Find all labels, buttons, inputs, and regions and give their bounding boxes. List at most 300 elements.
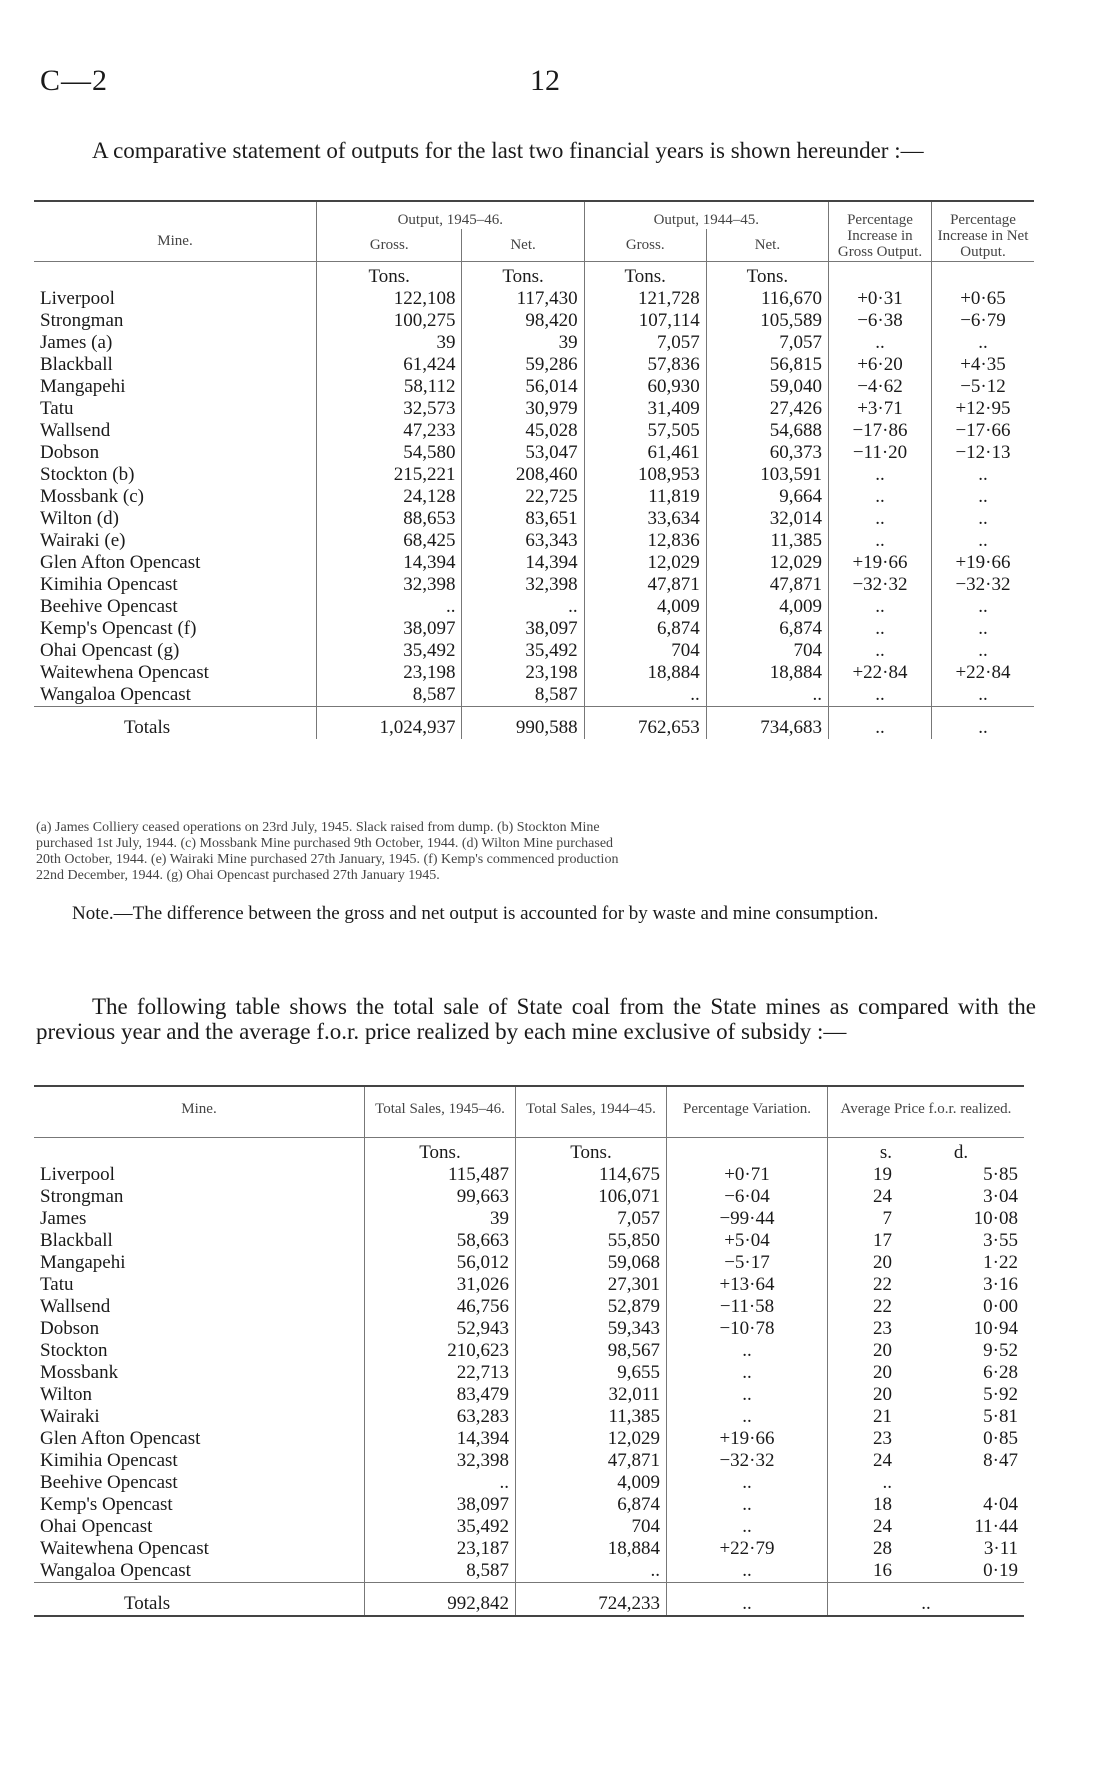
col-pct-variation: Percentage Variation. <box>667 1086 828 1138</box>
pct-gross-cell: +22·84 <box>829 662 932 684</box>
gross-1944-45-cell: 57,836 <box>584 354 706 376</box>
price-pence-cell: 3·04 <box>983 1186 1018 1207</box>
footnote-line: purchased 1st July, 1944. (c) Mossbank Mine purchased 9th October, 1944. (d) Wilton Mine purchased <box>36 836 614 851</box>
gross-1944-45-cell: 61,461 <box>584 442 706 464</box>
mine-name: Blackball <box>40 354 113 375</box>
table-row <box>34 1450 1024 1472</box>
mine-name: Liverpool <box>40 1164 115 1185</box>
mine-name: Stockton (b) <box>40 464 135 485</box>
sales-1944-45-cell: 59,343 <box>516 1318 667 1340</box>
pct-gross-cell: −6·38 <box>829 310 932 332</box>
table-row <box>34 420 1034 442</box>
total-price-cell: .. <box>828 1583 1025 1617</box>
gross-1945-46-cell: 24,128 <box>317 486 462 508</box>
net-1945-46-cell: 14,394 <box>462 552 584 574</box>
page-number: 12 <box>530 64 560 97</box>
mine-name: Wangaloa Opencast <box>40 684 191 705</box>
net-1945-46-cell: 22,725 <box>462 486 584 508</box>
pct-gross-cell: −11·20 <box>829 442 932 464</box>
pct-variation-cell: −32·32 <box>667 1450 828 1472</box>
net-1944-45-cell: 9,664 <box>706 486 828 508</box>
pct-net-cell: +22·84 <box>932 662 1035 684</box>
mine-name: Waitewhena Opencast <box>40 662 209 683</box>
gross-1945-46-cell: 58,112 <box>317 376 462 398</box>
table-row <box>34 442 1034 464</box>
pct-gross-cell: .. <box>829 618 932 640</box>
sales-1945-46-cell: 35,492 <box>365 1516 516 1538</box>
mine-name: Glen Afton Opencast <box>40 1428 201 1449</box>
sales-1944-45-cell: 98,567 <box>516 1340 667 1362</box>
price-pence-cell: 11·44 <box>974 1516 1018 1537</box>
total-net-1945-46-cell: 990,588 <box>462 707 584 740</box>
gross-1945-46-cell: 38,097 <box>317 618 462 640</box>
col-mine: Mine. <box>157 233 193 249</box>
net-1945-46-cell: 35,492 <box>462 640 584 662</box>
gross-1945-46-cell: .. <box>317 596 462 618</box>
col-output-4445: Output, 1944–45. <box>584 201 828 229</box>
sales-1945-46-cell: 63,283 <box>365 1406 516 1428</box>
total-net-1944-45-cell: 734,683 <box>706 707 828 740</box>
net-1945-46-cell: 45,028 <box>462 420 584 442</box>
mine-name: Wilton <box>40 1384 93 1405</box>
sales-1945-46-cell: 46,756 <box>365 1296 516 1318</box>
pct-net-cell: −17·66 <box>932 420 1035 442</box>
net-1945-46-cell: 30,979 <box>462 398 584 420</box>
table-row <box>34 398 1034 420</box>
mine-name: Liverpool <box>40 288 115 309</box>
sales-1945-46-cell: 8,587 <box>365 1560 516 1583</box>
pct-gross-cell: +19·66 <box>829 552 932 574</box>
sales-1944-45-cell: 9,655 <box>516 1362 667 1384</box>
sales-1944-45-cell: 59,068 <box>516 1252 667 1274</box>
table-row <box>34 552 1034 574</box>
sales-1944-45-cell: 4,009 <box>516 1472 667 1494</box>
price-shillings-cell: 22 <box>828 1296 898 1318</box>
pct-gross-cell: .. <box>829 640 932 662</box>
pct-variation-cell: .. <box>667 1494 828 1516</box>
gross-1944-45-cell: 704 <box>584 640 706 662</box>
col-sales-4445: Total Sales, 1944–45. <box>516 1086 667 1138</box>
net-1945-46-cell: 8,587 <box>462 684 584 707</box>
net-1944-45-cell: .. <box>706 684 828 707</box>
totals-row <box>34 707 1034 740</box>
sales-1944-45-cell: 47,871 <box>516 1450 667 1472</box>
unit-tons: Tons. <box>584 262 706 289</box>
gross-1944-45-cell: 12,029 <box>584 552 706 574</box>
price-shillings-cell: 23 <box>828 1318 898 1340</box>
mine-name: Stockton <box>40 1340 108 1361</box>
mine-name: Strongman <box>40 310 124 331</box>
gross-1944-45-cell: 33,634 <box>584 508 706 530</box>
gross-1945-46-cell: 100,275 <box>317 310 462 332</box>
table-row <box>34 1274 1024 1296</box>
mine-name: Kimihia Opencast <box>40 574 178 595</box>
pct-net-cell: −5·12 <box>932 376 1035 398</box>
sales-1945-46-cell: 14,394 <box>365 1428 516 1450</box>
mine-name: Wangaloa Opencast <box>40 1560 191 1581</box>
price-pence-cell: 6·28 <box>983 1362 1018 1383</box>
net-1945-46-cell: 83,651 <box>462 508 584 530</box>
price-pence-cell: 3·11 <box>983 1538 1018 1559</box>
pct-variation-cell: .. <box>667 1406 828 1428</box>
table-row <box>34 332 1034 354</box>
price-shillings-cell: 19 <box>828 1164 898 1186</box>
pct-variation-cell: +5·04 <box>667 1230 828 1252</box>
mine-name: James (a) <box>40 332 113 353</box>
table-row <box>34 1252 1024 1274</box>
gross-1944-45-cell: 107,114 <box>584 310 706 332</box>
gross-1945-46-cell: 47,233 <box>317 420 462 442</box>
table-row <box>34 1318 1024 1340</box>
table-row <box>34 288 1034 310</box>
sales-1944-45-cell: 55,850 <box>516 1230 667 1252</box>
net-1944-45-cell: 116,670 <box>706 288 828 310</box>
price-shillings-cell: 24 <box>828 1450 898 1472</box>
gross-1944-45-cell: .. <box>584 684 706 707</box>
mine-name: Wairaki (e) <box>40 530 126 551</box>
price-shillings-cell: .. <box>828 1472 898 1494</box>
price-shillings-cell: 20 <box>828 1252 898 1274</box>
sales-1944-45-cell: 52,879 <box>516 1296 667 1318</box>
pct-variation-cell: −11·58 <box>667 1296 828 1318</box>
pct-net-cell: .. <box>932 684 1035 707</box>
sales-1944-45-cell: 7,057 <box>516 1208 667 1230</box>
gross-1945-46-cell: 32,398 <box>317 574 462 596</box>
pct-variation-cell: .. <box>667 1516 828 1538</box>
gross-1945-46-cell: 39 <box>317 332 462 354</box>
pct-net-cell: +19·66 <box>932 552 1035 574</box>
totals-row <box>34 1583 1024 1617</box>
net-1944-45-cell: 54,688 <box>706 420 828 442</box>
table-row <box>34 1340 1024 1362</box>
pct-net-cell: .. <box>932 464 1035 486</box>
net-1944-45-cell: 704 <box>706 640 828 662</box>
net-1945-46-cell: 117,430 <box>462 288 584 310</box>
col-net-4546: Net. <box>462 229 584 262</box>
price-pence-cell: 9·52 <box>983 1340 1018 1361</box>
sales-1945-46-cell: 39 <box>365 1208 516 1230</box>
pct-net-cell: −6·79 <box>932 310 1035 332</box>
mine-name: Mangapehi <box>40 1252 126 1273</box>
sales-1944-45-cell: .. <box>516 1560 667 1583</box>
gross-1944-45-cell: 6,874 <box>584 618 706 640</box>
price-shillings-cell: 16 <box>828 1560 898 1583</box>
pct-variation-cell: .. <box>667 1362 828 1384</box>
table-row <box>34 1362 1024 1384</box>
sales-1945-46-cell: 22,713 <box>365 1362 516 1384</box>
price-pence-cell: 10·94 <box>973 1318 1018 1339</box>
pct-gross-cell: −17·86 <box>829 420 932 442</box>
mine-name: Tatu <box>40 1274 74 1295</box>
table-row <box>34 640 1034 662</box>
gross-1945-46-cell: 54,580 <box>317 442 462 464</box>
price-shillings-cell: 24 <box>828 1516 898 1538</box>
price-pence-cell: 3·55 <box>983 1230 1018 1251</box>
net-1944-45-cell: 7,057 <box>706 332 828 354</box>
col-avg-price: Average Price f.o.r. realized. <box>828 1086 1025 1138</box>
mine-name: Mossbank (c) <box>40 486 144 507</box>
net-1944-45-cell: 60,373 <box>706 442 828 464</box>
pct-net-cell: −32·32 <box>932 574 1035 596</box>
table-row <box>34 1516 1024 1538</box>
net-1945-46-cell: 32,398 <box>462 574 584 596</box>
unit-tons: Tons. <box>462 262 584 289</box>
price-pence-cell: 5·81 <box>983 1406 1018 1427</box>
table-row <box>34 376 1034 398</box>
footnote-line: (a) James Colliery ceased operations on 23rd July, 1945. Slack raised from dump. (b) Stockton Mine <box>36 820 600 835</box>
pct-variation-cell: +0·71 <box>667 1164 828 1186</box>
sales-1945-46-cell: 31,026 <box>365 1274 516 1296</box>
col-gross-4445: Gross. <box>584 229 706 262</box>
pct-net-cell: .. <box>932 486 1035 508</box>
total-pct-gross-cell: .. <box>829 707 932 740</box>
price-pence-cell: 5·92 <box>983 1384 1018 1405</box>
total-sales-1944-45-cell: 724,233 <box>516 1583 667 1617</box>
sales-1945-46-cell: 56,012 <box>365 1252 516 1274</box>
table-row <box>34 1428 1024 1450</box>
mine-name: Blackball <box>40 1230 113 1251</box>
price-pence-cell: 10·08 <box>973 1208 1018 1229</box>
gross-1944-45-cell: 18,884 <box>584 662 706 684</box>
net-1944-45-cell: 27,426 <box>706 398 828 420</box>
table-row <box>34 1164 1024 1186</box>
gross-1944-45-cell: 108,953 <box>584 464 706 486</box>
mine-name: James <box>40 1208 87 1229</box>
pct-gross-cell: −32·32 <box>829 574 932 596</box>
net-1944-45-cell: 59,040 <box>706 376 828 398</box>
table-row <box>34 354 1034 376</box>
sales-1944-45-cell: 32,011 <box>516 1384 667 1406</box>
unit-pence: d. <box>953 1142 969 1163</box>
table-row <box>34 684 1034 707</box>
net-1945-46-cell: 98,420 <box>462 310 584 332</box>
table-row <box>34 486 1034 508</box>
table-row <box>34 310 1034 332</box>
unit-shillings: s. <box>828 1138 898 1165</box>
table-row <box>34 1494 1024 1516</box>
gross-1945-46-cell: 32,573 <box>317 398 462 420</box>
sales-table <box>34 1085 1024 1617</box>
price-pence-cell <box>898 1472 1024 1494</box>
price-pence-cell: 0·19 <box>983 1560 1018 1581</box>
note-paragraph: Note.—The difference between the gross and net output is accounted for by waste and mine consumption. <box>72 903 879 924</box>
pct-gross-cell: +0·31 <box>829 288 932 310</box>
net-1944-45-cell: 12,029 <box>706 552 828 574</box>
net-1944-45-cell: 4,009 <box>706 596 828 618</box>
table-row <box>34 530 1034 552</box>
pct-gross-cell: .. <box>829 508 932 530</box>
gross-1944-45-cell: 11,819 <box>584 486 706 508</box>
mine-name: Beehive Opencast <box>40 596 178 617</box>
outputs-table <box>34 200 1034 739</box>
table-row <box>34 574 1034 596</box>
table-row <box>34 596 1034 618</box>
pct-gross-cell: .. <box>829 486 932 508</box>
net-1944-45-cell: 47,871 <box>706 574 828 596</box>
pct-variation-cell: +22·79 <box>667 1538 828 1560</box>
total-sales-1945-46-cell: 992,842 <box>365 1583 516 1617</box>
net-1945-46-cell: 53,047 <box>462 442 584 464</box>
price-shillings-cell: 7 <box>828 1208 898 1230</box>
price-shillings-cell: 20 <box>828 1384 898 1406</box>
price-shillings-cell: 20 <box>828 1340 898 1362</box>
gross-1945-46-cell: 8,587 <box>317 684 462 707</box>
table-row <box>34 1406 1024 1428</box>
price-pence-cell: 3·16 <box>983 1274 1018 1295</box>
gross-1945-46-cell: 68,425 <box>317 530 462 552</box>
sales-1944-45-cell: 18,884 <box>516 1538 667 1560</box>
sales-1945-46-cell: 52,943 <box>365 1318 516 1340</box>
pct-variation-cell: .. <box>667 1560 828 1583</box>
pct-net-cell: +4·35 <box>932 354 1035 376</box>
mine-name: Kemp's Opencast (f) <box>40 618 197 639</box>
gross-1945-46-cell: 61,424 <box>317 354 462 376</box>
net-1944-45-cell: 105,589 <box>706 310 828 332</box>
pct-variation-cell: −10·78 <box>667 1318 828 1340</box>
gross-1944-45-cell: 7,057 <box>584 332 706 354</box>
price-pence-cell: 0·00 <box>983 1296 1018 1317</box>
sales-1945-46-cell: 58,663 <box>365 1230 516 1252</box>
unit-tons: Tons. <box>706 262 828 289</box>
table-row <box>34 1538 1024 1560</box>
sales-1944-45-cell: 114,675 <box>516 1164 667 1186</box>
gross-1944-45-cell: 121,728 <box>584 288 706 310</box>
sales-1944-45-cell: 704 <box>516 1516 667 1538</box>
net-1945-46-cell: 23,198 <box>462 662 584 684</box>
col-mine: Mine. <box>181 1101 217 1117</box>
table-row <box>34 1296 1024 1318</box>
table-row <box>34 1384 1024 1406</box>
intro-paragraph-outputs: A comparative statement of outputs for the last two financial years is shown hereunder :— <box>92 138 924 163</box>
gross-1944-45-cell: 4,009 <box>584 596 706 618</box>
pct-variation-cell: .. <box>667 1340 828 1362</box>
gross-1945-46-cell: 215,221 <box>317 464 462 486</box>
mine-name: Mangapehi <box>40 376 126 397</box>
net-1945-46-cell: 39 <box>462 332 584 354</box>
totals-label: Totals <box>34 1583 365 1617</box>
price-shillings-cell: 20 <box>828 1362 898 1384</box>
footnote-line: 22nd December, 1944. (g) Ohai Opencast purchased 27th January 1945. <box>36 868 440 883</box>
mine-name: Kemp's Opencast <box>40 1494 173 1515</box>
col-output-4546: Output, 1945–46. <box>317 201 585 229</box>
pct-variation-cell: +13·64 <box>667 1274 828 1296</box>
price-shillings-cell: 17 <box>828 1230 898 1252</box>
net-1944-45-cell: 11,385 <box>706 530 828 552</box>
table-row <box>34 508 1034 530</box>
pct-net-cell: −12·13 <box>932 442 1035 464</box>
pct-gross-cell: +3·71 <box>829 398 932 420</box>
price-pence-cell: 4·04 <box>983 1494 1018 1515</box>
sales-1944-45-cell: 11,385 <box>516 1406 667 1428</box>
table-row <box>34 662 1034 684</box>
mine-name: Wallsend <box>40 420 111 441</box>
unit-tons: Tons. <box>516 1138 667 1165</box>
col-gross-4546: Gross. <box>317 229 462 262</box>
total-gross-1945-46-cell: 1,024,937 <box>317 707 462 740</box>
mine-name: Wairaki <box>40 1406 100 1427</box>
gross-1944-45-cell: 60,930 <box>584 376 706 398</box>
mine-name: Strongman <box>40 1186 124 1207</box>
col-pct-net: Percentage Increase in Net Output. <box>932 201 1035 262</box>
price-shillings-cell: 18 <box>828 1494 898 1516</box>
document-code: C—2 <box>40 64 109 97</box>
pct-net-cell: +12·95 <box>932 398 1035 420</box>
pct-net-cell: .. <box>932 596 1035 618</box>
sales-1945-46-cell: 32,398 <box>365 1450 516 1472</box>
mine-name: Kimihia Opencast <box>40 1450 178 1471</box>
pct-net-cell: .. <box>932 332 1035 354</box>
mine-name: Waitewhena Opencast <box>40 1538 209 1559</box>
sales-1945-46-cell: 99,663 <box>365 1186 516 1208</box>
price-pence-cell: 0·85 <box>983 1428 1018 1449</box>
gross-1945-46-cell: 14,394 <box>317 552 462 574</box>
mine-name: Ohai Opencast (g) <box>40 640 180 661</box>
pct-gross-cell: +6·20 <box>829 354 932 376</box>
net-1945-46-cell: 208,460 <box>462 464 584 486</box>
table-row <box>34 1560 1024 1583</box>
sales-1945-46-cell: .. <box>365 1472 516 1494</box>
net-1944-45-cell: 56,815 <box>706 354 828 376</box>
pct-gross-cell: −4·62 <box>829 376 932 398</box>
pct-gross-cell: .. <box>829 332 932 354</box>
pct-gross-cell: .. <box>829 464 932 486</box>
gross-1945-46-cell: 88,653 <box>317 508 462 530</box>
total-pct-variation-cell: .. <box>667 1583 828 1617</box>
pct-variation-cell: −6·04 <box>667 1186 828 1208</box>
pct-variation-cell: +19·66 <box>667 1428 828 1450</box>
pct-gross-cell: .. <box>829 596 932 618</box>
gross-1945-46-cell: 122,108 <box>317 288 462 310</box>
footnotes <box>36 820 1036 884</box>
mine-name: Beehive Opencast <box>40 1472 178 1493</box>
pct-net-cell: +0·65 <box>932 288 1035 310</box>
mine-name: Wallsend <box>40 1296 111 1317</box>
sales-1944-45-cell: 12,029 <box>516 1428 667 1450</box>
pct-net-cell: .. <box>932 618 1035 640</box>
table-row <box>34 1186 1024 1208</box>
pct-variation-cell: −99·44 <box>667 1208 828 1230</box>
mine-name: Ohai Opencast <box>40 1516 153 1537</box>
gross-1944-45-cell: 47,871 <box>584 574 706 596</box>
pct-net-cell: .. <box>932 530 1035 552</box>
sales-1945-46-cell: 210,623 <box>365 1340 516 1362</box>
price-shillings-cell: 23 <box>828 1428 898 1450</box>
net-1945-46-cell: .. <box>462 596 584 618</box>
price-shillings-cell: 24 <box>828 1186 898 1208</box>
pct-variation-cell: .. <box>667 1384 828 1406</box>
pct-gross-cell: .. <box>829 684 932 707</box>
totals-label: Totals <box>34 707 317 740</box>
total-pct-net-cell: .. <box>932 707 1035 740</box>
col-pct-gross: Percentage Increase in Gross Output. <box>829 201 932 262</box>
unit-tons: Tons. <box>317 262 462 289</box>
sales-1945-46-cell: 23,187 <box>365 1538 516 1560</box>
price-pence-cell: 1·22 <box>983 1252 1018 1273</box>
sales-1944-45-cell: 106,071 <box>516 1186 667 1208</box>
sales-1944-45-cell: 6,874 <box>516 1494 667 1516</box>
total-gross-1944-45-cell: 762,653 <box>584 707 706 740</box>
net-1944-45-cell: 6,874 <box>706 618 828 640</box>
intro-paragraph-sales: The following table shows the total sale of State coal from the State mines as compared with the previous year and the average f.o.r. price realized by each mine exclusive of subsidy :— <box>36 994 1036 1044</box>
sales-1944-45-cell: 27,301 <box>516 1274 667 1296</box>
net-1944-45-cell: 103,591 <box>706 464 828 486</box>
gross-1944-45-cell: 57,505 <box>584 420 706 442</box>
mine-name: Mossbank <box>40 1362 119 1383</box>
mine-name: Glen Afton Opencast <box>40 552 201 573</box>
net-1945-46-cell: 38,097 <box>462 618 584 640</box>
footnote-line: 20th October, 1944. (e) Wairaki Mine purchased 27th January, 1945. (f) Kemp's commenced production <box>36 852 619 867</box>
mine-name: Tatu <box>40 398 74 419</box>
